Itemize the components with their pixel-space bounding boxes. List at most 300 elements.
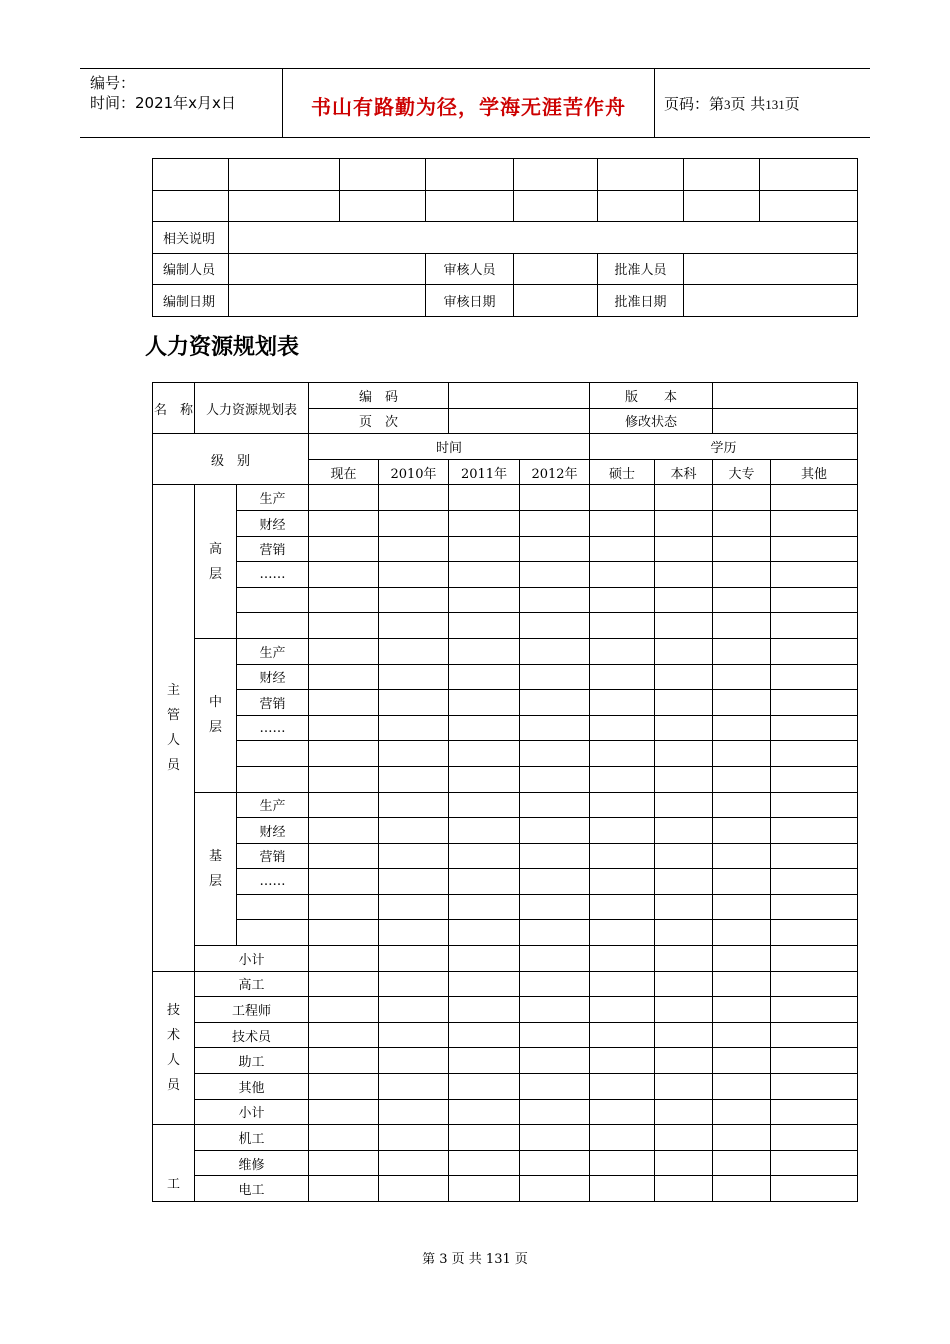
table-cell[interactable] <box>590 485 655 511</box>
table-cell[interactable] <box>655 510 713 536</box>
table-cell[interactable] <box>771 894 858 920</box>
prepared-by-field[interactable] <box>229 253 426 285</box>
table-cell[interactable] <box>598 190 684 222</box>
table-cell[interactable] <box>309 536 379 562</box>
table-cell[interactable] <box>590 613 655 639</box>
reviewed-date-field[interactable] <box>514 285 598 317</box>
table-cell[interactable] <box>713 792 771 818</box>
table-cell[interactable] <box>309 587 379 613</box>
table-cell[interactable] <box>379 638 449 664</box>
table-cell[interactable] <box>379 894 449 920</box>
table-cell[interactable] <box>309 1176 379 1202</box>
table-cell[interactable] <box>655 843 713 869</box>
table-cell[interactable] <box>655 536 713 562</box>
table-cell[interactable] <box>590 1099 655 1125</box>
table-cell[interactable] <box>520 920 590 946</box>
table-cell[interactable] <box>590 818 655 844</box>
table-cell[interactable] <box>590 638 655 664</box>
table-cell[interactable] <box>590 664 655 690</box>
table-cell[interactable] <box>520 1048 590 1074</box>
table-cell[interactable] <box>713 510 771 536</box>
table-cell[interactable] <box>449 664 520 690</box>
table-cell[interactable] <box>309 920 379 946</box>
table-cell[interactable] <box>449 1074 520 1100</box>
table-row <box>153 383 858 409</box>
table-cell[interactable] <box>379 946 449 972</box>
table-row <box>153 869 858 895</box>
tech-item: 其他 <box>195 1074 309 1100</box>
page-total: 131 <box>765 97 785 112</box>
table-cell[interactable] <box>771 1022 858 1048</box>
vertical-char: 工 <box>166 1177 180 1192</box>
page-prefix: 页码：第 <box>664 95 725 113</box>
table-cell[interactable] <box>590 715 655 741</box>
table-cell[interactable] <box>713 562 771 588</box>
table-cell[interactable] <box>771 869 858 895</box>
table-cell[interactable] <box>713 869 771 895</box>
table-cell[interactable] <box>309 664 379 690</box>
table-cell[interactable] <box>379 613 449 639</box>
table-cell[interactable] <box>590 1074 655 1100</box>
table-cell[interactable] <box>713 741 771 767</box>
table-row <box>153 766 858 792</box>
table-cell[interactable] <box>771 536 858 562</box>
table-cell[interactable] <box>590 946 655 972</box>
table-cell[interactable] <box>449 997 520 1023</box>
table-cell[interactable] <box>520 715 590 741</box>
table-cell[interactable] <box>771 946 858 972</box>
table-row <box>153 159 858 191</box>
table-cell[interactable] <box>379 971 449 997</box>
table-cell[interactable] <box>379 920 449 946</box>
table-cell[interactable] <box>449 792 520 818</box>
table-cell[interactable] <box>655 971 713 997</box>
table-cell[interactable] <box>771 766 858 792</box>
table-cell[interactable] <box>449 894 520 920</box>
table-cell[interactable] <box>590 1125 655 1151</box>
table-cell[interactable] <box>713 1048 771 1074</box>
table-cell[interactable] <box>771 1125 858 1151</box>
table-cell[interactable] <box>449 1125 520 1151</box>
table-cell[interactable] <box>309 1125 379 1151</box>
table-cell[interactable] <box>520 894 590 920</box>
table-cell[interactable] <box>590 1150 655 1176</box>
table-cell[interactable] <box>449 715 520 741</box>
table-cell[interactable] <box>771 715 858 741</box>
table-cell[interactable] <box>379 792 449 818</box>
table-cell[interactable] <box>379 562 449 588</box>
dept-item: …… <box>237 715 309 741</box>
table-cell[interactable] <box>713 1099 771 1125</box>
table-cell[interactable] <box>426 159 514 191</box>
worker-item: 电工 <box>195 1176 309 1202</box>
table-cell[interactable] <box>590 920 655 946</box>
table-cell[interactable] <box>655 792 713 818</box>
table-cell[interactable] <box>309 946 379 972</box>
table-cell[interactable] <box>520 613 590 639</box>
table-cell[interactable] <box>340 159 426 191</box>
table-cell[interactable] <box>309 690 379 716</box>
table-cell[interactable] <box>771 920 858 946</box>
dept-item: 财经 <box>237 510 309 536</box>
table-cell[interactable] <box>379 997 449 1023</box>
table-cell[interactable] <box>520 485 590 511</box>
table-cell[interactable] <box>771 971 858 997</box>
table-cell[interactable] <box>153 159 229 191</box>
level-label: 级 别 <box>153 434 309 485</box>
table-cell[interactable] <box>449 741 520 767</box>
table-row <box>153 485 858 511</box>
table-cell[interactable] <box>449 638 520 664</box>
table-cell[interactable] <box>309 971 379 997</box>
table-cell[interactable] <box>520 818 590 844</box>
table-row <box>153 715 858 741</box>
table-cell[interactable] <box>309 1048 379 1074</box>
table-cell[interactable] <box>309 741 379 767</box>
table-cell[interactable] <box>590 843 655 869</box>
table-cell[interactable] <box>771 562 858 588</box>
reviewed-by-field[interactable] <box>514 253 598 285</box>
table-cell[interactable] <box>655 818 713 844</box>
table-cell[interactable] <box>590 587 655 613</box>
table-cell[interactable] <box>655 1022 713 1048</box>
table-cell[interactable] <box>379 536 449 562</box>
table-cell[interactable] <box>590 869 655 895</box>
table-cell[interactable] <box>655 1099 713 1125</box>
table-cell[interactable] <box>771 664 858 690</box>
table-cell[interactable] <box>655 613 713 639</box>
table-row <box>153 536 858 562</box>
table-cell[interactable] <box>655 1074 713 1100</box>
table-cell[interactable] <box>655 690 713 716</box>
table-cell[interactable] <box>771 843 858 869</box>
table-cell[interactable] <box>309 715 379 741</box>
table-cell[interactable] <box>520 638 590 664</box>
table-cell[interactable] <box>379 1125 449 1151</box>
table-cell[interactable] <box>309 843 379 869</box>
table-cell[interactable] <box>379 1150 449 1176</box>
table-cell[interactable] <box>309 510 379 536</box>
table-cell[interactable] <box>449 510 520 536</box>
table-cell[interactable] <box>655 1048 713 1074</box>
table-cell[interactable] <box>713 843 771 869</box>
table-cell[interactable] <box>590 536 655 562</box>
table-cell[interactable] <box>771 818 858 844</box>
table-cell[interactable] <box>684 190 760 222</box>
table-cell[interactable] <box>309 562 379 588</box>
table-cell[interactable] <box>590 690 655 716</box>
table-cell[interactable] <box>713 997 771 1023</box>
table-cell[interactable] <box>713 1176 771 1202</box>
table-row <box>153 843 858 869</box>
table-cell[interactable] <box>713 766 771 792</box>
table-cell[interactable] <box>760 159 858 191</box>
table-cell[interactable] <box>655 587 713 613</box>
table-cell[interactable] <box>771 1099 858 1125</box>
table-cell[interactable] <box>379 741 449 767</box>
table-cell[interactable] <box>449 1022 520 1048</box>
table-cell[interactable] <box>520 690 590 716</box>
approval-table <box>152 158 858 317</box>
table-cell[interactable] <box>449 587 520 613</box>
table-cell[interactable] <box>713 946 771 972</box>
table-cell[interactable] <box>520 869 590 895</box>
table-cell[interactable] <box>520 1125 590 1151</box>
table-cell[interactable] <box>449 562 520 588</box>
table-row <box>153 1099 858 1125</box>
table-cell[interactable] <box>379 1099 449 1125</box>
table-cell[interactable] <box>655 766 713 792</box>
table-cell[interactable] <box>237 613 309 639</box>
approved-date-field[interactable] <box>684 285 858 317</box>
table-cell[interactable] <box>520 1150 590 1176</box>
table-cell[interactable] <box>449 869 520 895</box>
table-cell[interactable] <box>590 741 655 767</box>
table-cell[interactable] <box>309 792 379 818</box>
table-cell[interactable] <box>590 792 655 818</box>
revision-label: 修改状态 <box>590 408 713 434</box>
table-cell[interactable] <box>229 190 340 222</box>
table-cell[interactable] <box>520 971 590 997</box>
table-cell[interactable] <box>771 613 858 639</box>
table-cell[interactable] <box>655 715 713 741</box>
page-field[interactable] <box>449 408 590 434</box>
table-cell[interactable] <box>449 818 520 844</box>
table-cell[interactable] <box>426 190 514 222</box>
table-cell[interactable] <box>713 664 771 690</box>
table-cell[interactable] <box>655 638 713 664</box>
manager-group-label <box>153 485 195 971</box>
table-cell[interactable] <box>309 818 379 844</box>
table-cell[interactable] <box>379 869 449 895</box>
table-cell[interactable] <box>520 1176 590 1202</box>
table-cell[interactable] <box>449 1176 520 1202</box>
table-cell[interactable] <box>655 920 713 946</box>
header-divider <box>654 69 655 137</box>
table-cell[interactable] <box>771 792 858 818</box>
table-cell[interactable] <box>237 920 309 946</box>
table-cell[interactable] <box>655 869 713 895</box>
table-cell[interactable] <box>449 613 520 639</box>
table-cell[interactable] <box>771 510 858 536</box>
table-row <box>153 664 858 690</box>
table-cell[interactable] <box>449 485 520 511</box>
table-cell[interactable] <box>520 741 590 767</box>
table-cell[interactable] <box>760 190 858 222</box>
table-cell[interactable] <box>771 1150 858 1176</box>
table-cell[interactable] <box>684 159 760 191</box>
table-cell[interactable] <box>590 1176 655 1202</box>
table-cell[interactable] <box>520 1074 590 1100</box>
table-row <box>153 562 858 588</box>
table-cell[interactable] <box>379 587 449 613</box>
table-cell[interactable] <box>520 997 590 1023</box>
table-cell[interactable] <box>449 920 520 946</box>
table-cell[interactable] <box>590 766 655 792</box>
table-cell[interactable] <box>379 766 449 792</box>
table-cell[interactable] <box>449 971 520 997</box>
tech-item: 小计 <box>195 1099 309 1125</box>
table-cell[interactable] <box>379 843 449 869</box>
table-cell[interactable] <box>379 1074 449 1100</box>
table-cell[interactable] <box>590 971 655 997</box>
table-cell[interactable] <box>379 715 449 741</box>
table-cell[interactable] <box>655 997 713 1023</box>
table-cell[interactable] <box>655 1176 713 1202</box>
table-cell[interactable] <box>520 766 590 792</box>
table-row <box>153 1176 858 1202</box>
dept-item: 生产 <box>237 638 309 664</box>
prepared-by-label: 编制人员 <box>153 253 229 285</box>
table-cell[interactable] <box>229 159 340 191</box>
table-cell[interactable] <box>237 894 309 920</box>
table-cell[interactable] <box>655 946 713 972</box>
code-field[interactable] <box>449 383 590 409</box>
table-cell[interactable] <box>590 1022 655 1048</box>
table-cell[interactable] <box>309 766 379 792</box>
table-cell[interactable] <box>153 190 229 222</box>
table-cell[interactable] <box>309 1074 379 1100</box>
table-cell[interactable] <box>771 690 858 716</box>
table-cell[interactable] <box>309 1022 379 1048</box>
table-row <box>153 920 858 946</box>
table-cell[interactable] <box>379 690 449 716</box>
table-cell[interactable] <box>449 1048 520 1074</box>
table-cell[interactable] <box>237 766 309 792</box>
code-label: 编 码 <box>309 383 449 409</box>
table-cell[interactable] <box>713 587 771 613</box>
table-cell[interactable] <box>655 485 713 511</box>
name-value: 人力资源规划表 <box>195 383 309 434</box>
table-cell[interactable] <box>309 894 379 920</box>
table-cell[interactable] <box>590 997 655 1023</box>
table-cell[interactable] <box>309 1099 379 1125</box>
approved-by-field[interactable] <box>684 253 858 285</box>
table-cell[interactable] <box>590 562 655 588</box>
page-mid: 页 共 <box>730 95 766 113</box>
table-cell[interactable] <box>520 664 590 690</box>
table-cell[interactable] <box>449 1099 520 1125</box>
table-cell[interactable] <box>379 1022 449 1048</box>
page-label: 页 次 <box>309 408 449 434</box>
table-cell[interactable] <box>713 971 771 997</box>
table-cell[interactable] <box>449 843 520 869</box>
table-cell[interactable] <box>713 1125 771 1151</box>
table-cell[interactable] <box>309 1150 379 1176</box>
table-cell[interactable] <box>520 843 590 869</box>
table-cell[interactable] <box>655 741 713 767</box>
table-cell[interactable] <box>449 690 520 716</box>
table-cell[interactable] <box>340 190 426 222</box>
table-cell[interactable] <box>309 613 379 639</box>
table-cell[interactable] <box>379 510 449 536</box>
table-cell[interactable] <box>655 1150 713 1176</box>
table-cell[interactable] <box>713 715 771 741</box>
table-cell[interactable] <box>655 1125 713 1151</box>
table-cell[interactable] <box>449 536 520 562</box>
table-cell[interactable] <box>655 562 713 588</box>
table-cell[interactable] <box>520 946 590 972</box>
table-row <box>153 946 858 972</box>
table-cell[interactable] <box>713 1022 771 1048</box>
table-cell[interactable] <box>379 1176 449 1202</box>
table-cell[interactable] <box>713 1150 771 1176</box>
table-cell[interactable] <box>379 664 449 690</box>
table-cell[interactable] <box>449 1150 520 1176</box>
table-cell[interactable] <box>713 920 771 946</box>
table-cell[interactable] <box>713 536 771 562</box>
table-cell[interactable] <box>520 510 590 536</box>
page-suffix: 页 <box>784 95 800 113</box>
table-cell[interactable] <box>237 587 309 613</box>
table-cell[interactable] <box>379 1048 449 1074</box>
table-cell[interactable] <box>771 1176 858 1202</box>
related-notes-field[interactable] <box>229 222 858 254</box>
table-cell[interactable] <box>713 1074 771 1100</box>
table-cell[interactable] <box>309 997 379 1023</box>
table-row <box>153 741 858 767</box>
vertical-char: 员 <box>166 1077 180 1093</box>
edu-col-header: 硕士 <box>590 459 655 485</box>
table-cell[interactable] <box>449 946 520 972</box>
table-cell[interactable] <box>520 1022 590 1048</box>
manager-subtotal-label: 小计 <box>195 946 309 972</box>
table-cell[interactable] <box>590 510 655 536</box>
table-cell[interactable] <box>713 818 771 844</box>
revision-field[interactable] <box>713 408 858 434</box>
table-cell[interactable] <box>520 792 590 818</box>
table-cell[interactable] <box>655 894 713 920</box>
table-cell[interactable] <box>771 638 858 664</box>
table-cell[interactable] <box>655 664 713 690</box>
table-cell[interactable] <box>237 741 309 767</box>
table-cell[interactable] <box>771 997 858 1023</box>
table-cell[interactable] <box>771 741 858 767</box>
table-cell[interactable] <box>590 894 655 920</box>
table-cell[interactable] <box>309 638 379 664</box>
table-cell[interactable] <box>379 485 449 511</box>
table-cell[interactable] <box>771 1048 858 1074</box>
table-cell[interactable] <box>713 690 771 716</box>
table-cell[interactable] <box>520 562 590 588</box>
version-field[interactable] <box>713 383 858 409</box>
table-cell[interactable] <box>771 485 858 511</box>
header-meta <box>90 73 236 113</box>
table-cell[interactable] <box>598 159 684 191</box>
table-cell[interactable] <box>514 190 598 222</box>
vertical-char: 层 <box>208 873 222 889</box>
table-cell[interactable] <box>520 536 590 562</box>
table-cell[interactable] <box>379 818 449 844</box>
serial-label: 编号： <box>90 74 136 92</box>
table-cell[interactable] <box>771 587 858 613</box>
table-cell[interactable] <box>309 485 379 511</box>
table-cell[interactable] <box>713 638 771 664</box>
table-cell[interactable] <box>520 1099 590 1125</box>
table-cell[interactable] <box>520 587 590 613</box>
table-cell[interactable] <box>713 894 771 920</box>
table-cell[interactable] <box>713 485 771 511</box>
table-row <box>153 587 858 613</box>
table-cell[interactable] <box>514 159 598 191</box>
table-cell[interactable] <box>590 1048 655 1074</box>
table-cell[interactable] <box>309 869 379 895</box>
prepared-date-field[interactable] <box>229 285 426 317</box>
vertical-char: 员 <box>166 758 180 774</box>
table-cell[interactable] <box>771 1074 858 1100</box>
table-cell[interactable] <box>713 613 771 639</box>
table-cell[interactable] <box>449 766 520 792</box>
